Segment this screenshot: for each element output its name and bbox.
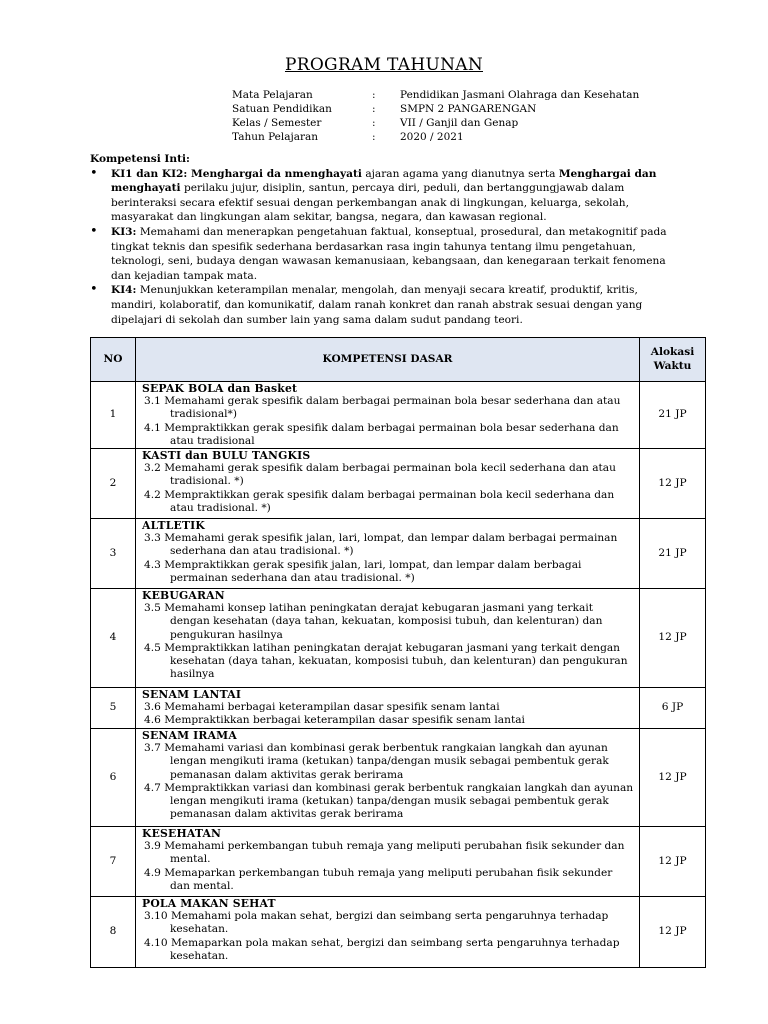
meta-row <box>232 102 639 116</box>
alokasi-waktu: 12 JP <box>640 729 706 827</box>
kompetensi-dasar-cell <box>136 449 640 519</box>
alokasi-waktu: 12 JP <box>640 589 706 688</box>
table-row <box>91 827 706 897</box>
kd-item: 3.5 Memahami konsep latihan peningkatan derajat kebugaran jasmani yang terkait dengan kesehatan (daya tahan, kekuatan, komposisi tubuh, dan kelenturan) dan pengukuran hasilnya <box>144 602 603 641</box>
table-row <box>91 688 706 729</box>
ki-item <box>90 225 680 283</box>
document-meta <box>232 88 639 144</box>
table-row <box>91 449 706 519</box>
table-row <box>91 897 706 968</box>
meta-separator: : <box>372 89 376 101</box>
kd-item: 4.1 Mempraktikkan gerak spesifik dalam berbagai permainan bola besar sederhana dan atau tradisional <box>144 421 619 447</box>
alokasi-waktu: 6 JP <box>640 688 706 729</box>
page-title: PROGRAM TAHUNAN <box>284 55 483 75</box>
alokasi-waktu: 21 JP <box>640 519 706 589</box>
meta-row <box>232 116 639 130</box>
kd-item: 3.3 Memahami gerak spesifik jalan, lari, lompat, dan lempar dalam berbagai permainan sederhana dan atau tradisional. *) <box>144 532 618 558</box>
kompetensi-dasar-cell <box>136 688 640 729</box>
topic-title: KESEHATAN <box>142 827 222 841</box>
header-kompetensi-dasar: KOMPETENSI DASAR <box>136 338 640 382</box>
table-header-row <box>91 338 706 382</box>
ki-text: perilaku jujur, disiplin, santun, percaya diri, peduli, dan bertanggungjawab dalam berinteraksi secara efektif sesuai dengan perkembangan anak di lingkungan, keluarga, sekolah, masyarakat dan lingkungan alam sekitar, bangsa, negara, dan kawasan regional. <box>111 182 630 224</box>
ki-text: Menunjukkan keterampilan menalar, mengolah, dan menyaji secara kreatif, produktif, kritis, mandiri, kolaboratif, dan komunikatif, dalam ranah konkret dan ranah abstrak sesuai dengan yang dipelajari di sekolah dan sumber lain yang sama dalam sudut pandang teori. <box>111 284 643 326</box>
topic-title: KEBUGARAN <box>142 589 225 603</box>
ki-text: ajaran agama yang dianutnya serta <box>361 167 559 180</box>
topic-title: SENAM LANTAI <box>142 688 242 702</box>
kd-item: 3.7 Memahami variasi dan kombinasi gerak berbentuk rangkaian langkah dan ayunan lengan mengikuti irama (ketukan) tanpa/dengan musik sebagai pembentuk gerak pemanasan dalam aktivitas gerak berirama <box>144 742 609 781</box>
meta-label: Kelas / Semester <box>232 117 322 129</box>
row-number: 4 <box>91 589 136 688</box>
kompetensi-dasar-cell <box>136 382 640 449</box>
topic-title: SENAM IRAMA <box>142 729 237 743</box>
row-number: 6 <box>91 729 136 827</box>
meta-value: SMPN 2 PANGARENGAN <box>400 103 537 115</box>
row-number: 2 <box>91 449 136 519</box>
kd-item: 4.2 Mempraktikkan gerak spesifik dalam berbagai permainan bola kecil sederhana dan atau tradisional. *) <box>144 488 615 514</box>
table-row <box>91 519 706 589</box>
kd-item: 3.1 Memahami gerak spesifik dalam berbagai permainan bola besar sederhana dan atau tradisional*) <box>144 395 621 421</box>
row-number: 1 <box>91 382 136 449</box>
topic-title: SEPAK BOLA dan Basket <box>142 382 298 395</box>
kd-item: 4.3 Mempraktikkan gerak spesifik jalan, lari, lompat, dan lempar dalam berbagai permainan sederhana dan atau tradisional. *) <box>144 558 582 584</box>
kd-item: 4.5 Mempraktikkan latihan peningkatan derajat kebugaran jasmani yang terkait dengan kesehatan (daya tahan, kekuatan, komposisi tubuh, dan kelenturan) dan pengukuran hasilnya <box>144 641 628 681</box>
ki-text: KI3: <box>111 225 137 238</box>
alokasi-waktu: 21 JP <box>640 382 706 449</box>
table-row <box>91 589 706 688</box>
meta-value: Pendidikan Jasmani Olahraga dan Kesehatan <box>400 89 640 101</box>
header-alokasi-waktu: Alokasi Waktu <box>640 338 706 382</box>
ki-heading: Kompetensi Inti: <box>90 153 190 165</box>
row-number: 7 <box>91 827 136 897</box>
meta-label: Satuan Pendidikan <box>232 103 332 115</box>
kompetensi-inti <box>90 152 680 327</box>
meta-row <box>232 130 639 144</box>
kd-item: 4.10 Memaparkan pola makan sehat, bergizi dan seimbang serta pengaruhnya terhadap kesehatan. <box>144 936 620 962</box>
header-no: NO <box>91 338 136 382</box>
kompetensi-dasar-cell <box>136 897 640 968</box>
meta-value: 2020 / 2021 <box>400 131 464 143</box>
row-number: 3 <box>91 519 136 589</box>
meta-label: Mata Pelajaran <box>232 89 313 101</box>
meta-label: Tahun Pelajaran <box>232 131 319 143</box>
kompetensi-dasar-cell <box>136 729 640 827</box>
kd-item: 4.7 Mempraktikkan variasi dan kombinasi gerak berbentuk rangkaian langkah dan ayunan lengan mengikuti irama (ketukan) tanpa/dengan musik sebagai pembentuk gerak pemanasan dalam aktivitas gerak berirama <box>144 781 634 821</box>
alokasi-waktu: 12 JP <box>640 449 706 519</box>
meta-separator: : <box>372 131 376 143</box>
meta-row <box>232 88 639 102</box>
ki-text: KI1 dan KI2: Menghargai da nmenghayati <box>111 167 362 180</box>
row-number: 8 <box>91 897 136 968</box>
kd-item: 3.6 Memahami berbagai keterampilan dasar spesifik senam lantai <box>144 701 500 714</box>
topic-title: POLA MAKAN SEHAT <box>142 897 276 911</box>
ki-list <box>90 167 680 328</box>
ki-text: Menghargai dan menghayati <box>111 167 657 195</box>
row-number: 5 <box>91 688 136 729</box>
kompetensi-dasar-cell <box>136 827 640 897</box>
meta-separator: : <box>372 103 376 115</box>
kompetensi-dasar-cell <box>136 519 640 589</box>
meta-separator: : <box>372 117 376 129</box>
topic-title: ALTLETIK <box>142 519 206 533</box>
kd-item: 3.9 Memahami perkembangan tubuh remaja yang meliputi perubahan fisik sekunder dan mental. <box>144 840 625 866</box>
ki-item <box>90 167 680 225</box>
kompetensi-dasar-table <box>90 337 706 968</box>
kd-item: 3.2 Memahami gerak spesifik dalam berbagai permainan bola kecil sederhana dan atau tradisional. *) <box>144 462 616 488</box>
alokasi-waktu: 12 JP <box>640 827 706 897</box>
kd-item: 4.9 Memaparkan perkembangan tubuh remaja yang meliputi perubahan fisik sekunder dan mental. <box>144 866 613 892</box>
topic-title: KASTI dan BULU TANGKIS <box>142 449 311 463</box>
ki-text: Memahami dan menerapkan pengetahuan faktual, konseptual, prosedural, dan metakognitif pada tingkat teknis dan spesifik sederhana berdasarkan rasa ingin tahunya tentang ilmu pengetahuan, teknologi, seni, budaya dengan wawasan kemanusiaan, kebangsaan, dan kenegaraan terkait fenomena dan kejadian tampak mata. <box>111 225 667 282</box>
kd-item: 3.10 Memahami pola makan sehat, bergizi dan seimbang serta pengaruhnya terhadap kesehatan. <box>144 910 609 936</box>
ki-item <box>90 283 680 327</box>
table-row <box>91 382 706 449</box>
meta-value: VII / Ganjil dan Genap <box>400 117 519 129</box>
alokasi-waktu: 12 JP <box>640 897 706 968</box>
kd-item: 4.6 Mempraktikkan berbagai keterampilan dasar spesifik senam lantai <box>144 714 525 727</box>
table-row <box>91 729 706 827</box>
kompetensi-dasar-cell <box>136 589 640 688</box>
ki-text: KI4: <box>111 284 137 297</box>
